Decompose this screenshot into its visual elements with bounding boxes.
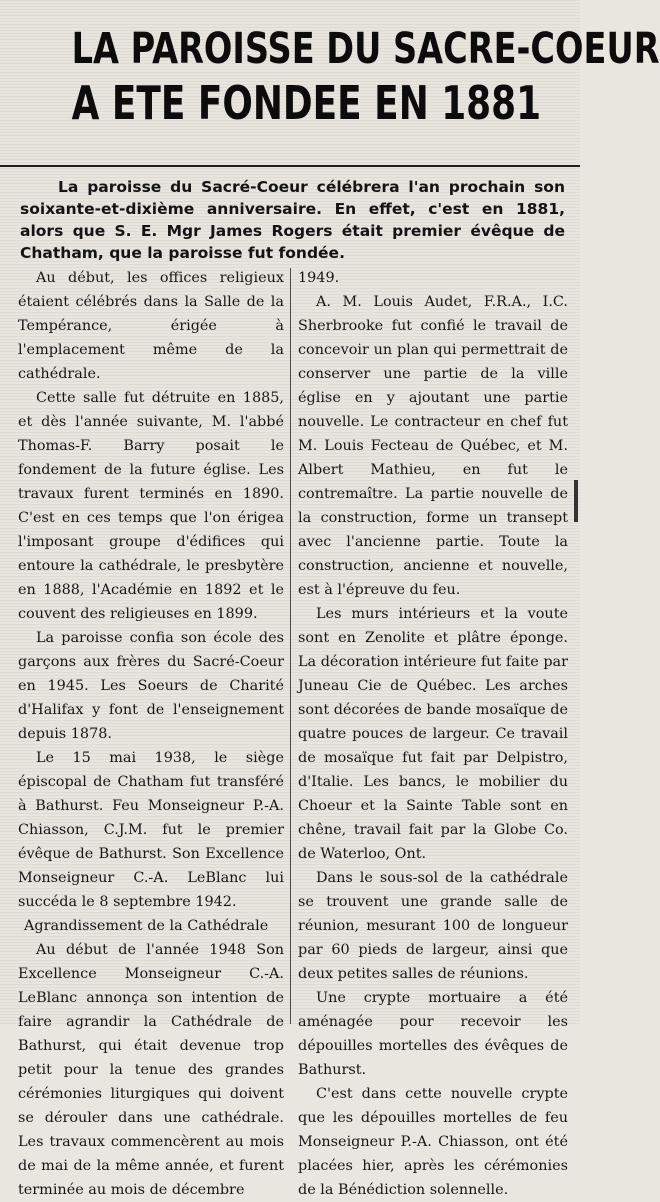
article-paragraph: Dans le sous-sol de la cathédrale se trouvent une grande salle de réunion, mesurant 100 de longueur par 60 pieds de largeur, ainsi que deux petites salles de réunions.: [298, 870, 568, 982]
article-paragraph: Cette salle fut détruite en 1885, et dès l'année suivante, M. l'abbé Thomas-F. Barry posait le fondement de la future église. Les travaux furent terminés en 1890. C'est en ces temps que l'on érigea l'imposant groupe d'édifices qui entoure la cathédrale, le presbytère en 1888, l'Académie en 1892 et le couvent des religieuses en 1899.: [18, 390, 284, 622]
article-paragraph: Les murs intérieurs et la voute sont en Zenolite et plâtre éponge. La décoration intérieure fut faite par Juneau Cie de Québec. Les arches sont décorées de bande mosaïque de quatre pouces de largeur. Ce travail de mosaïque fut fait par Delpistro, d'Italie. Les bancs, le mobilier du Choeur et la Sainte Table sont en chêne, travail fait par la Globe Co. de Waterloo, Ont.: [298, 606, 568, 862]
headline: [71, 22, 660, 130]
subheading: Agrandissement de la Cathédrale: [24, 918, 269, 934]
article-paragraph: A. M. Louis Audet, F.R.A., I.C. Sherbrooke fut confié le travail de concevoir un plan qui permettrait de conserver une partie de la ville église en y ajoutant une partie nouvelle. Le contracteur en chef fut M. Louis Fecteau de Québec, et M. Albert Mathieu, en fut le contremaître. La partie nouvelle de la construction, forme un transept avec l'ancienne partie. Toute la construction, ancienne et nouvelle, est à l'épreuve du feu.: [298, 294, 568, 598]
headline-line-2: A ETE FONDEE EN 1881: [71, 76, 542, 130]
headline-rule: [0, 165, 580, 167]
article-paragraph: La paroisse confia son école des garçons aux frères du Sacré-Coeur en 1945. Les Soeurs de Charité d'Halifax y font de l'enseignement depuis 1878.: [18, 630, 284, 742]
headline-line-1: LA PAROISSE DU SACRE-COEUR: [71, 24, 660, 74]
article-paragraph: Au début de l'année 1948 Son Excellence Monseigneur C.-A. LeBlanc annonça son intention de faire agrandir la Cathédrale de Bathurst, qui était devenue trop petit pour la tenue des grandes cérémonies liturgiques qui doivent se dérouler dans une cathédrale. Les travaux commencèrent au mois de mai de la même année, et furent terminée au mois de décembre: [18, 942, 284, 1198]
article-paragraph: C'est dans cette nouvelle crypte que les dépouilles mortelles de feu Monseigneur P.-A. Chiasson, ont été placées hier, après les cérémonies de la Bénédiction solennelle.: [298, 1086, 568, 1198]
article-paragraph: Une crypte mortuaire a été aménagée pour recevoir les dépouilles mortelles des évêques de Bathurst.: [298, 990, 568, 1078]
left-column: [18, 266, 284, 1202]
article-paragraph: Au début, les offices religieux étaient célébrés dans la Salle de la Tempérance, érigée à l'emplacement même de la cathédrale.: [18, 270, 284, 382]
column-divider: [290, 268, 291, 1024]
article-paragraph: 1949.: [298, 270, 340, 286]
article-paragraph: Le 15 mai 1938, le siège épiscopal de Chatham fut transféré à Bathurst. Feu Monseigneur P.-A. Chiasson, C.J.M. fut le premier évêque de Bathurst. Son Excellence Monseigneur C.-A. LeBlanc lui succéda le 8 septembre 1942.: [18, 750, 284, 910]
lead-paragraph: La paroisse du Sacré-Coeur célébrera l'an prochain son soixante-et-dixième anniversaire. En effet, c'est en 1881, alors que S. E. Mgr James Rogers était premier évêque de Chatham, que la paroisse fut fondée.: [20, 178, 565, 262]
page-edge-mark: [574, 480, 578, 522]
right-column: [298, 266, 568, 1202]
